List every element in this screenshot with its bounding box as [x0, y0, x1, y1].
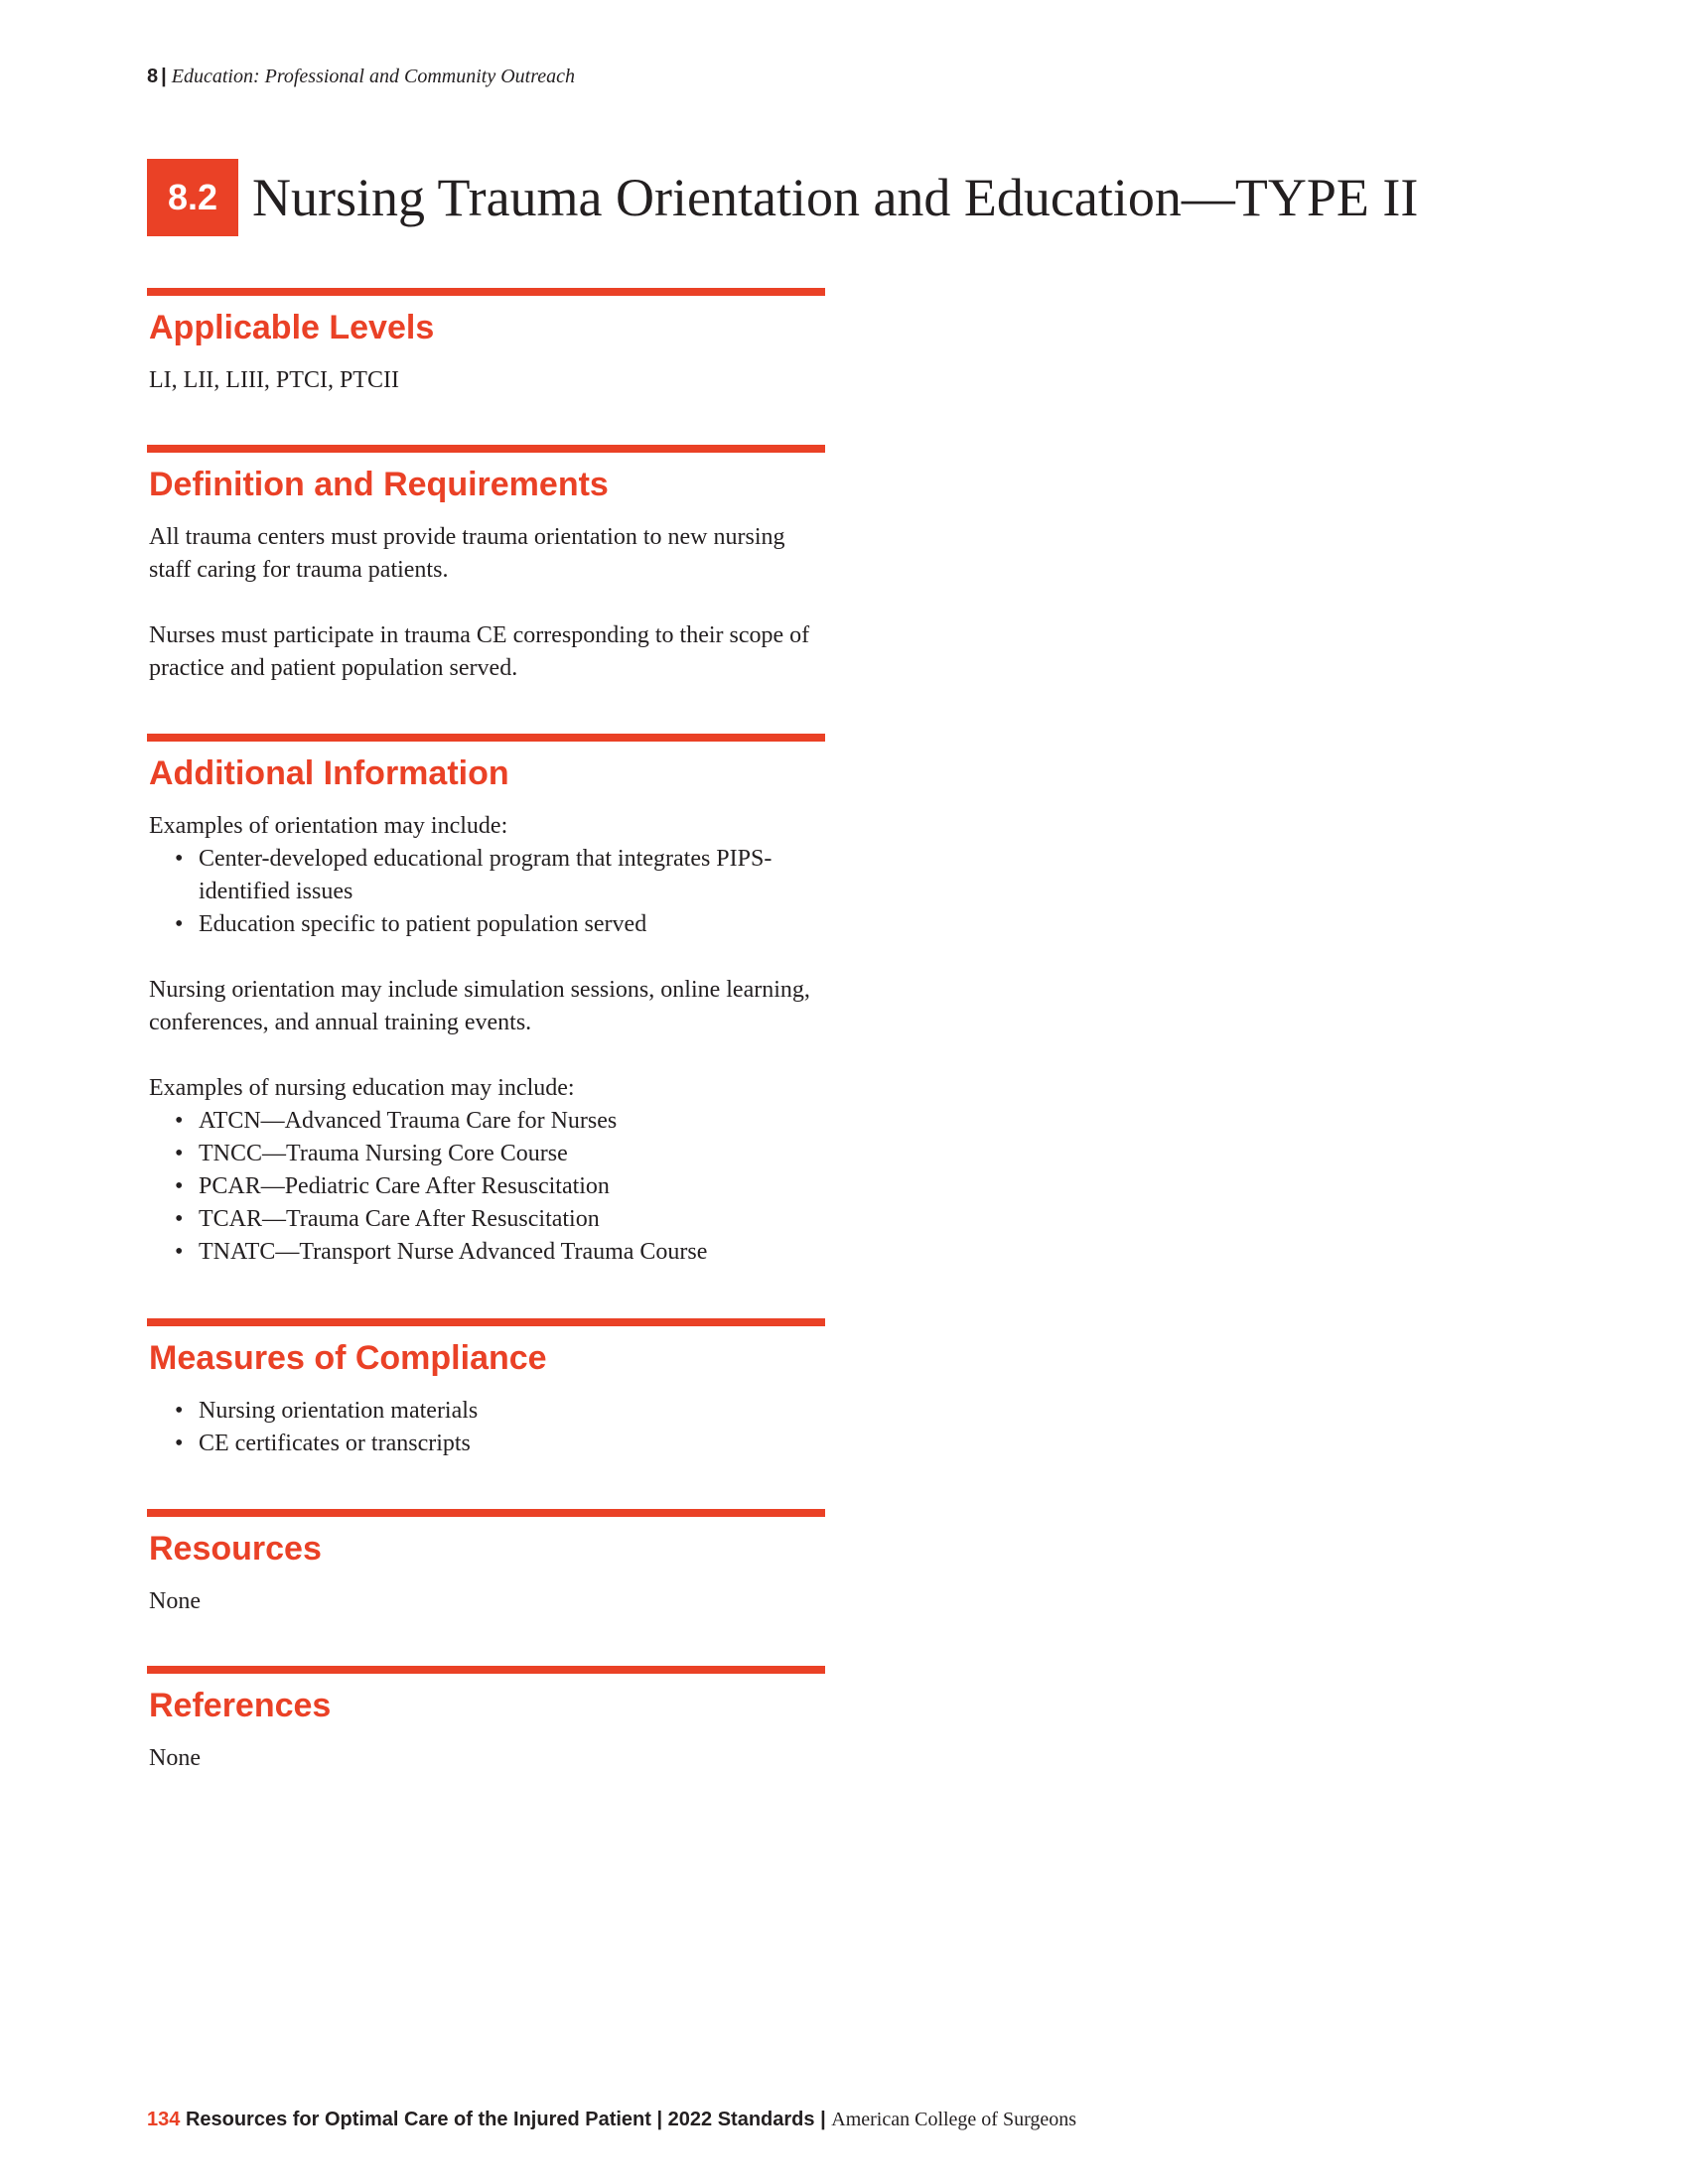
chapter-title: Education: Professional and Community Outreach [171, 66, 575, 87]
section-rule [147, 1318, 825, 1326]
section-additional-information [147, 734, 825, 1269]
nursing-orientation-paragraph: Nursing orientation may include simulation sessions, online learning, conferences, and annual training events. [149, 977, 810, 1035]
section-applicable-levels [147, 288, 825, 397]
list-item: • Nursing orientation materials [149, 1395, 825, 1428]
section-resources [147, 1509, 825, 1618]
orientation-examples-list [147, 843, 825, 941]
section-heading: References [149, 1687, 332, 1724]
section-rule [147, 1509, 825, 1517]
section-rule [147, 445, 825, 453]
list-item: • Education specific to patient population served [149, 908, 825, 941]
bullet-icon: • [175, 1239, 184, 1265]
list-item: • CE certificates or transcripts [149, 1428, 825, 1460]
section-references [147, 1666, 825, 1775]
list-item: • TNCC—Trauma Nursing Core Course [149, 1138, 825, 1170]
bullet-icon: • [175, 1141, 184, 1166]
bullet-icon: • [175, 846, 184, 872]
education-examples-list [147, 1105, 825, 1269]
list-item: • Center-developed educational program that integrates PIPS-identified issues [149, 843, 825, 908]
list-item: • PCAR—Pediatric Care After Resuscitation [149, 1170, 825, 1203]
education-examples-intro: Examples of nursing education may include: [149, 1075, 575, 1101]
page-number: 134 [147, 2109, 181, 2130]
section-rule [147, 288, 825, 296]
orientation-examples-intro: Examples of orientation may include: [149, 813, 508, 839]
edition: 2022 Standards [667, 2109, 815, 2130]
bullet-icon: • [175, 1173, 184, 1199]
list-item: • TNATC—Transport Nurse Advanced Trauma Course [149, 1236, 825, 1269]
list-item: • ATCN—Advanced Trauma Care for Nurses [149, 1105, 825, 1138]
section-heading: Additional Information [149, 754, 509, 792]
bullet-icon: • [175, 911, 184, 937]
section-rule [147, 1666, 825, 1674]
bullet-icon: • [175, 1206, 184, 1232]
section-heading: Applicable Levels [149, 309, 435, 346]
running-head [147, 66, 575, 88]
list-item: • TCAR—Trauma Care After Resuscitation [149, 1203, 825, 1236]
section-heading: Definition and Requirements [149, 466, 609, 503]
page-footer [147, 2109, 1076, 2131]
organization-name: American College of Surgeons [831, 2109, 1077, 2130]
chapter-number: 8 [147, 66, 159, 87]
resources-text: None [149, 1588, 201, 1614]
bullet-icon: • [175, 1431, 184, 1456]
definition-paragraph: Nurses must participate in trauma CE corresponding to their scope of practice and patient population served. [149, 622, 810, 681]
section-rule [147, 734, 825, 742]
definition-paragraph: All trauma centers must provide trauma orientation to new nursing staff caring for trauma patients. [149, 524, 785, 583]
measures-list [147, 1395, 825, 1460]
standard-header [147, 159, 1418, 236]
footer-separator: | [820, 2109, 826, 2130]
applicable-levels-text: LI, LII, LIII, PTCI, PTCII [149, 367, 399, 393]
book-title: Resources for Optimal Care of the Injured Patient [185, 2109, 651, 2130]
footer-separator: | [656, 2109, 663, 2130]
bullet-icon: • [175, 1108, 184, 1134]
section-heading: Resources [149, 1530, 322, 1568]
section-heading: Measures of Compliance [149, 1339, 547, 1377]
section-measures-of-compliance [147, 1318, 825, 1460]
standard-number-badge: 8.2 [147, 159, 238, 236]
section-definition [147, 445, 825, 685]
running-head-separator: | [161, 66, 167, 87]
standard-title: Nursing Trauma Orientation and Education—TYPE II [252, 168, 1419, 227]
bullet-icon: • [175, 1398, 184, 1424]
references-text: None [149, 1745, 201, 1771]
